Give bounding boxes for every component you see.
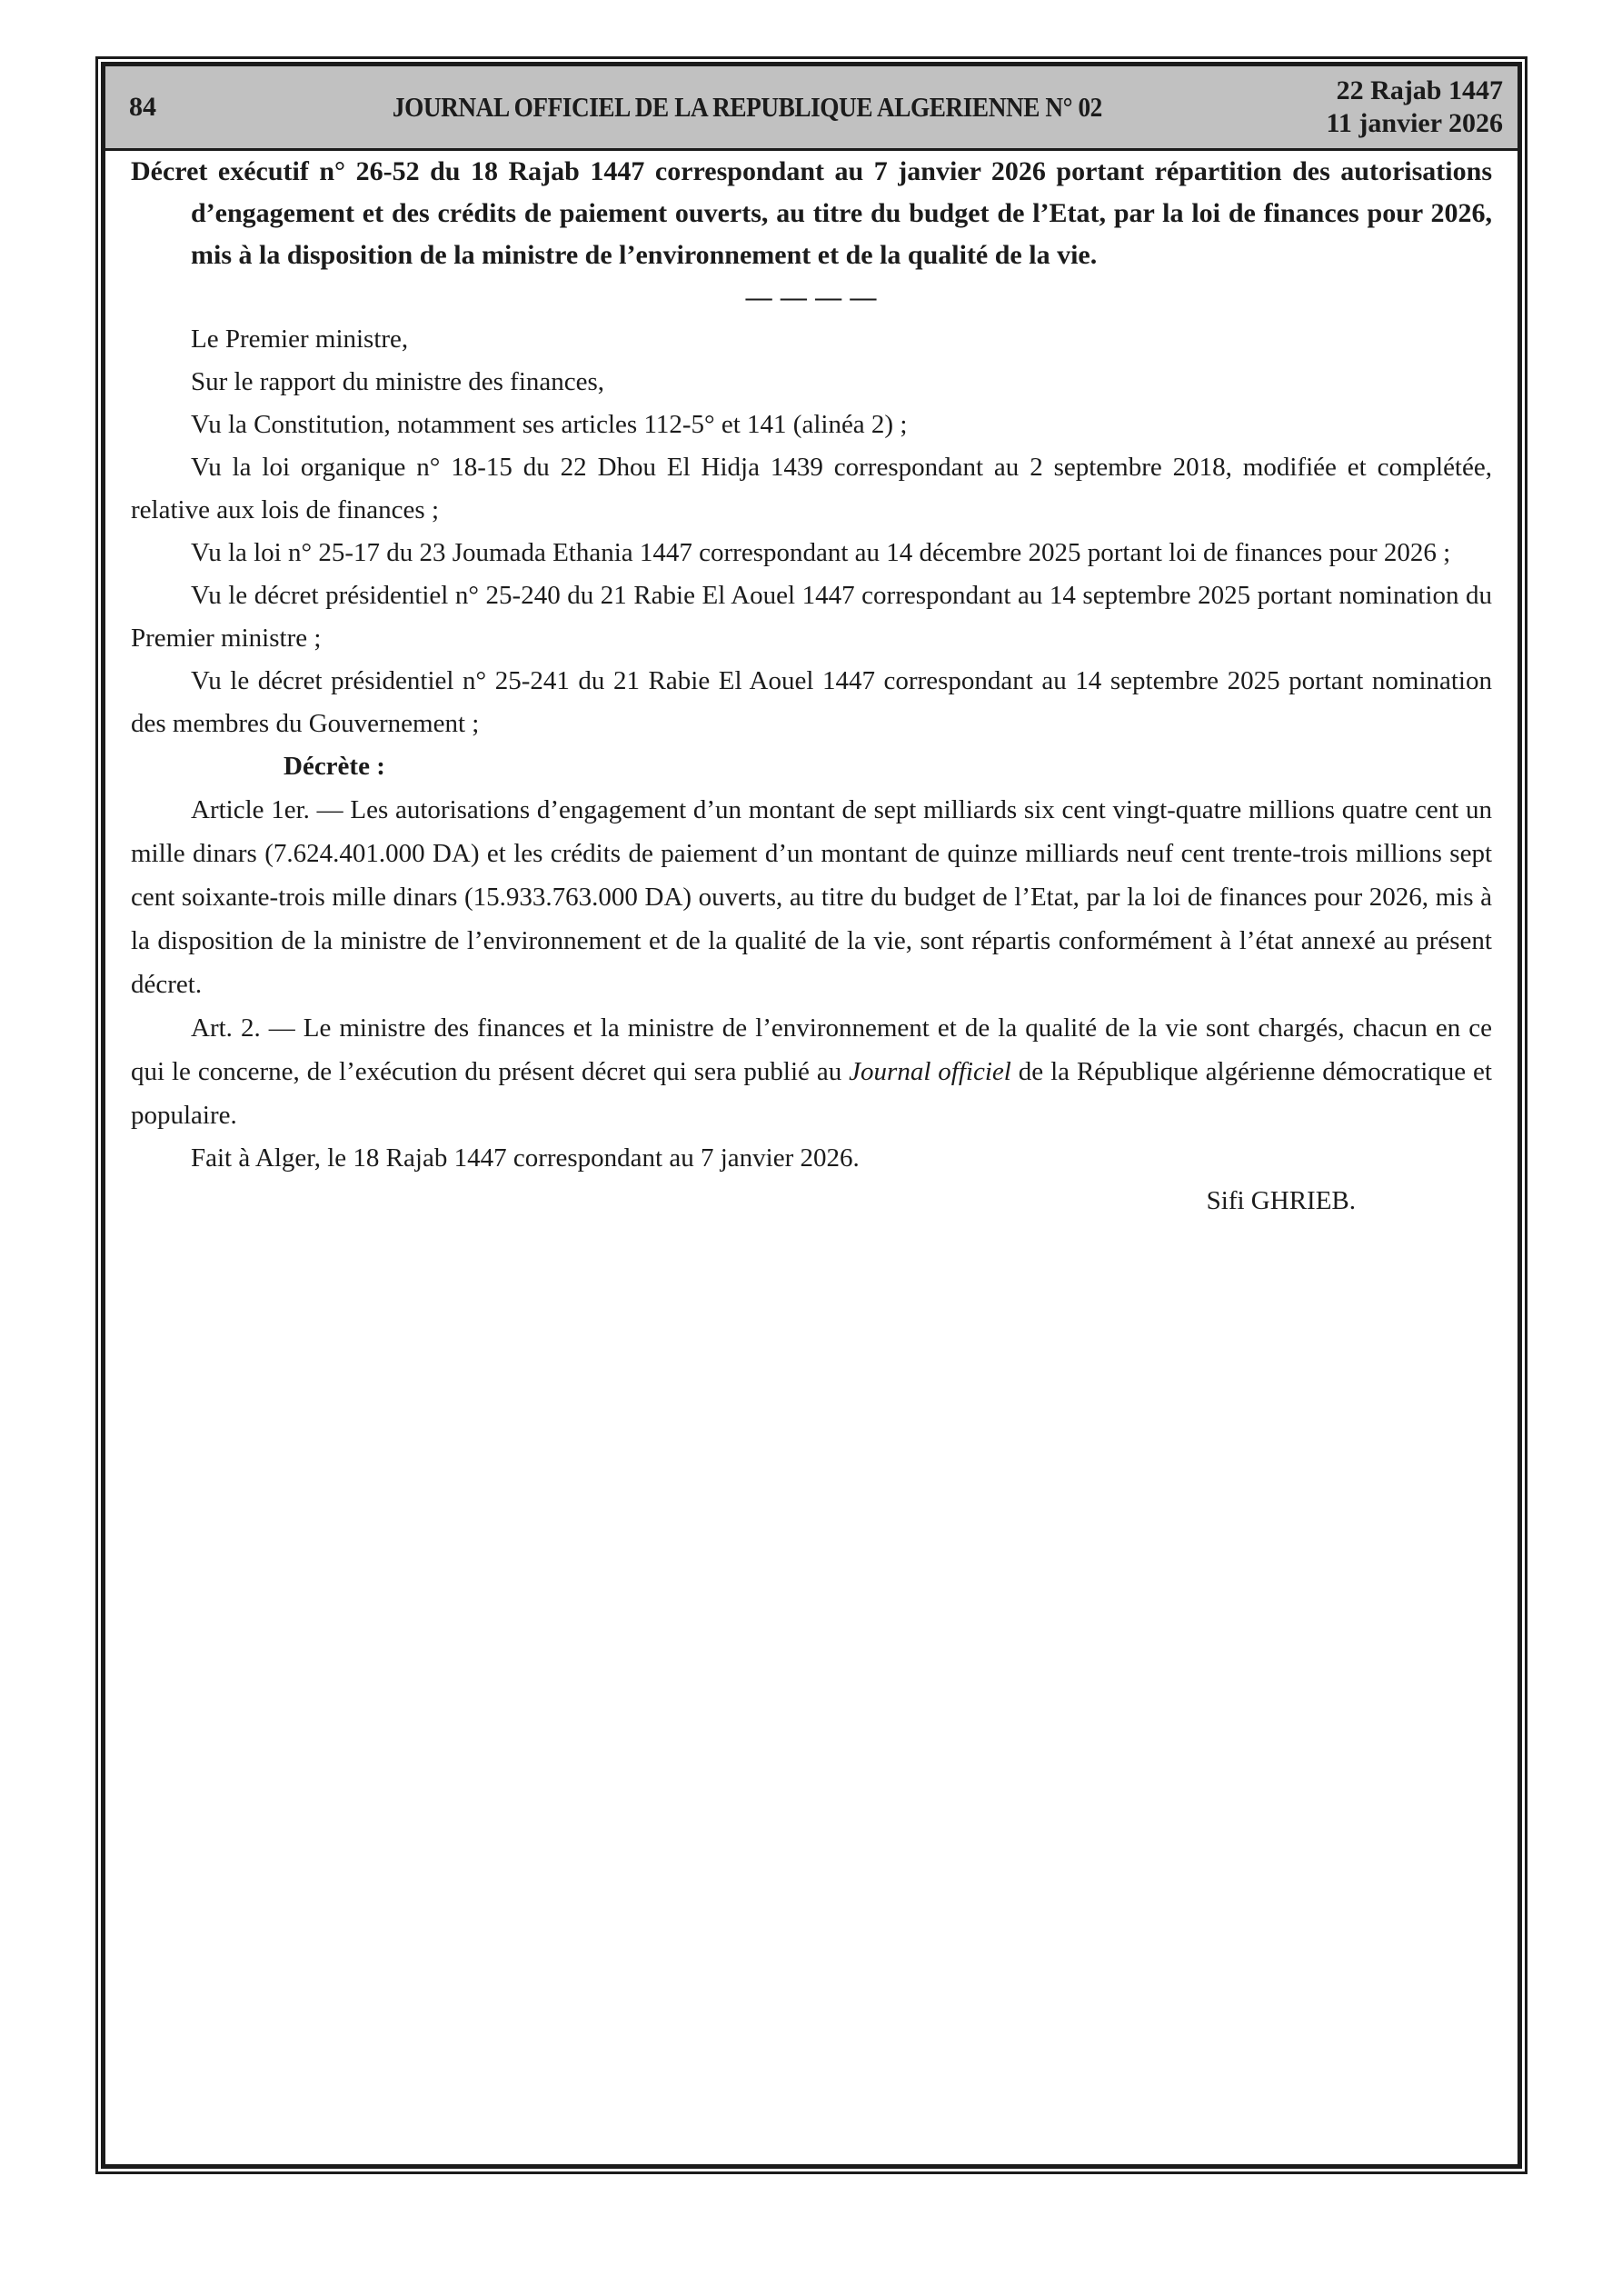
journal-title xyxy=(214,91,1290,124)
decree-title: Décret exécutif n° 26-52 du 18 Rajab 1447 correspondant au 7 janvier 2026 portant répartition des autorisations d’engagement et des crédits de paiement ouverts, au titre du budget de l’Etat, par la loi de finances pour 2026, mis à la disposition de la ministre de l’environnement et de la qualité de la vie. xyxy=(131,156,1492,270)
page-frame-inner xyxy=(101,62,1522,2169)
page-frame xyxy=(95,56,1527,2174)
article-2-journal-officiel: Journal officiel xyxy=(849,1057,1011,1086)
page-number: 84 xyxy=(129,92,156,122)
signatory-name: Sifi GHRIEB. xyxy=(1206,1186,1356,1215)
decree-body xyxy=(105,151,1518,1223)
journal-title-text: JOURNAL OFFICIEL DE LA REPUBLIQUE ALGERIENNE N° 02 xyxy=(393,91,1103,123)
paragraph-vu-loi-organique: Vu la loi organique n° 18-15 du 22 Dhou El Hidja 1439 correspondant au 2 septembre 2018, modifiée et complétée, relative aux lois de finances ; xyxy=(131,453,1492,524)
decrete-label: Décrète : xyxy=(284,752,385,781)
article-2 xyxy=(131,1006,1492,1137)
separator-dashes: — — — — xyxy=(745,283,878,312)
article-2-text-start: Art. 2. — Le ministre des finances et la ministre de l’environnement et de la qualité de la vie sont chargés, chacun en ce qui le concerne, de l’exécution du présent décret qui sera publié au xyxy=(131,1013,1492,1086)
journal-header xyxy=(105,66,1518,151)
paragraph-vu-constitution: Vu la Constitution, notamment ses articles 112-5° et 141 (alinéa 2) ; xyxy=(191,410,908,439)
closing-place-date: Fait à Alger, le 18 Rajab 1447 correspondant au 7 janvier 2026. xyxy=(191,1143,860,1173)
date-hijri: 22 Rajab 1447 xyxy=(1336,75,1503,105)
paragraph-vu-decret-25-241: Vu le décret présidentiel n° 25-241 du 21 Rabie El Aouel 1447 correspondant au 14 septembre 2025 portant nomination des membres du Gouvernement ; xyxy=(131,666,1492,738)
header-dates xyxy=(1290,75,1518,140)
article-1: Article 1er. — Les autorisations d’engagement d’un montant de sept milliards six cent vingt-quatre millions quatre cent un mille dinars (7.624.401.000 DA) et les crédits de paiement d’un montant de quinze milliards neuf cent trente-trois millions sept cent soixante-trois mille dinars (15.933.763.000 DA) ouverts, au titre du budget de l’Etat, par la loi de finances pour 2026, mis à la disposition de la ministre de l’environnement et de la qualité de la vie, sont répartis conformément à l’état annexé au présent décret. xyxy=(131,795,1492,999)
paragraph-premier-ministre: Le Premier ministre, xyxy=(191,324,409,354)
article-2-text-end: de la République algérienne démocratique et populaire. xyxy=(131,1057,1492,1130)
paragraph-vu-loi-finances: Vu la loi n° 25-17 du 23 Joumada Ethania 1447 correspondant au 14 décembre 2025 portant loi de finances pour 2026 ; xyxy=(191,538,1451,567)
date-gregorian: 11 janvier 2026 xyxy=(1326,108,1503,138)
paragraph-vu-decret-25-240: Vu le décret présidentiel n° 25-240 du 21 Rabie El Aouel 1447 correspondant au 14 septembre 2025 portant nomination du Premier ministre ; xyxy=(131,581,1492,653)
paragraph-rapport-ministre: Sur le rapport du ministre des finances, xyxy=(191,367,605,396)
